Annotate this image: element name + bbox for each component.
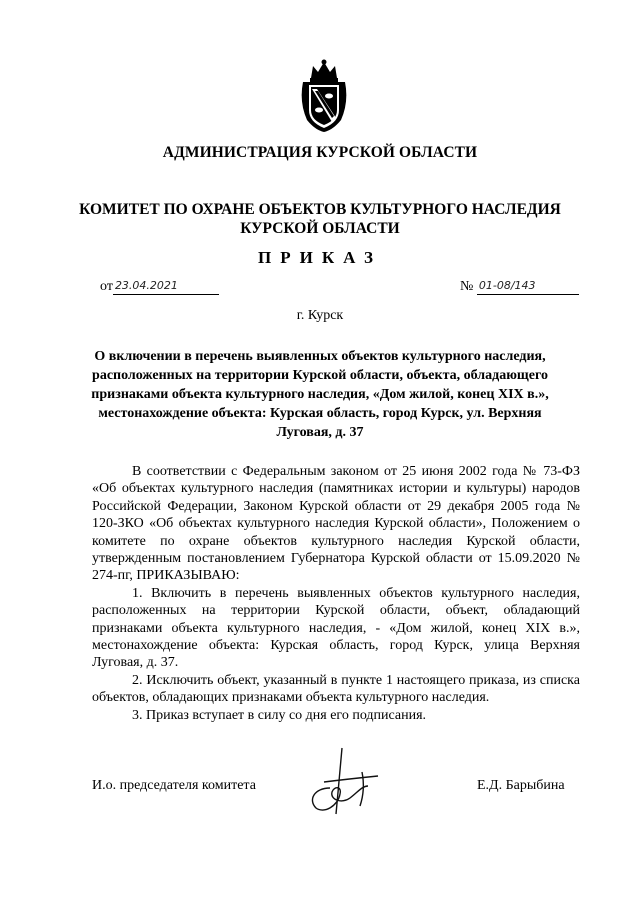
city: г. Курск bbox=[296, 308, 344, 323]
date-value: 23.04.2021 bbox=[113, 279, 219, 295]
number-value: 01-08/143 bbox=[477, 279, 579, 295]
order-date bbox=[100, 279, 219, 295]
date-prefix: от bbox=[100, 279, 113, 294]
number-prefix: № bbox=[460, 279, 474, 294]
paragraph-item-2: 2. Исключить объект, указанный в пункте 1 настоящего приказа, из списка объектов, обладающих признаками объекта культурного наследия. bbox=[92, 672, 580, 706]
coat-of-arms-icon bbox=[297, 58, 351, 134]
paragraph-item-1: 1. Включить в перечень выявленных объектов культурного наследия, расположенных на территории Курской области, объект, обладающий признаками объекта культурного наследия, - «Дом жилой, конец XIX в.», местонахождение объекта: Курская область, город Курск, улица Верхняя Луговая, д. 37. bbox=[92, 585, 580, 671]
signer-name: Е.Д. Барыбина bbox=[477, 778, 565, 793]
paragraph-preamble: В соответствии с Федеральным законом от 25 июня 2002 года № 73-ФЗ «Об объектах культурного наследия (памятниках истории и культуры) народов Российской Федерации, Законом Курской области от 29 декабря 2005 года № 120-ЗКО «Об объектах культурного наследия Курской области», Положением о комитете по охране объектов культурного наследия Курской области, утвержденным постановлением Губернатора Курской области от 15.09.2020 № 274-пг, ПРИКАЗЫВАЮ: bbox=[92, 464, 580, 584]
order-number bbox=[460, 279, 579, 295]
order-title: ПРИКАЗ bbox=[258, 248, 382, 267]
order-subject: О включении в перечень выявленных объектов культурного наследия, расположенных на территории Курской области, объекта, обладающего признаками объекта культурного наследия, «Дом жилой, конец XIX в.», местонахождение объекта: Курская область, город Курск, ул. Верхняя Луговая, д. 37 bbox=[91, 349, 549, 440]
handwritten-signature bbox=[302, 742, 388, 822]
administration-title: АДМИНИСТРАЦИЯ КУРСКОЙ ОБЛАСТИ bbox=[162, 144, 478, 161]
paragraph-item-3: 3. Приказ вступает в силу со дня его подписания. bbox=[132, 707, 427, 723]
order-body bbox=[92, 463, 580, 724]
committee-title: КОМИТЕТ ПО ОХРАНЕ ОБЪЕКТОВ КУЛЬТУРНОГО НАСЛЕДИЯ КУРСКОЙ ОБЛАСТИ bbox=[79, 201, 561, 237]
signer-position: И.о. председателя комитета bbox=[92, 778, 256, 793]
